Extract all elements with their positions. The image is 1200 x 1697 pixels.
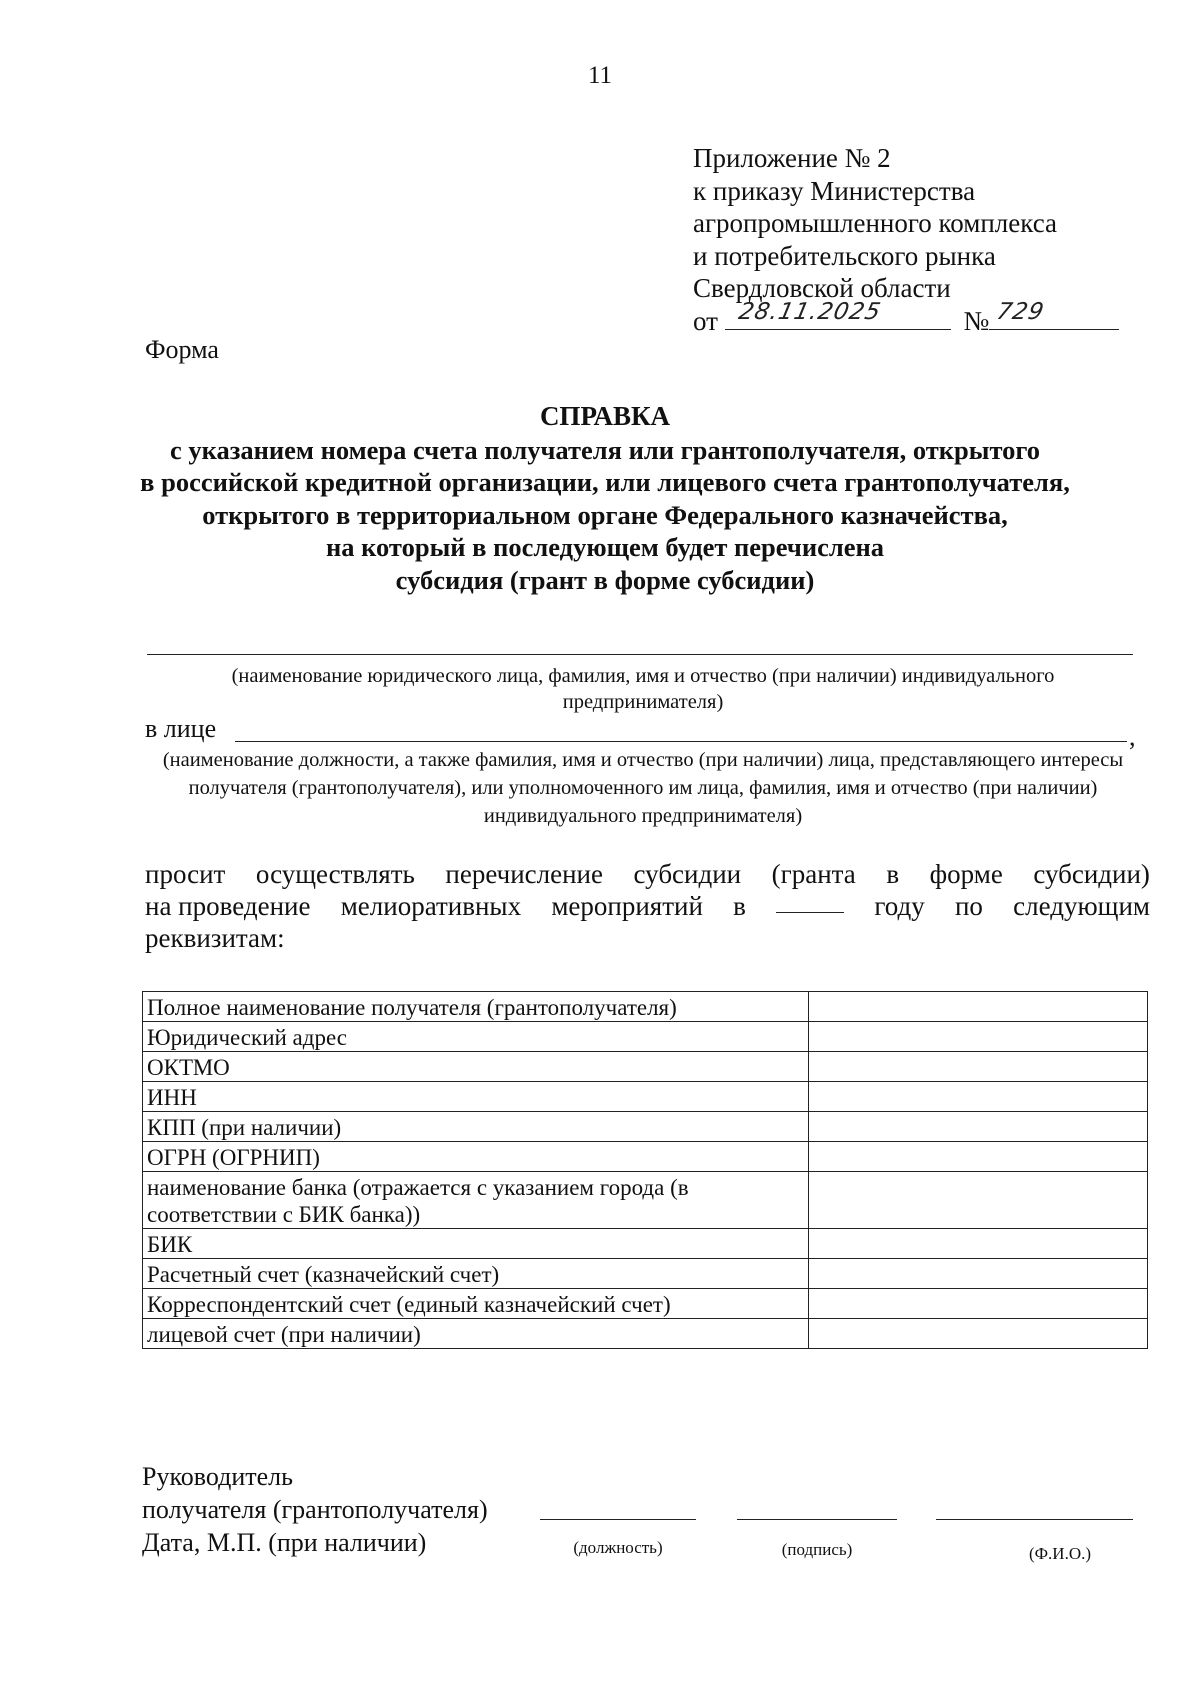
requisite-label: КПП (при наличии) bbox=[143, 1112, 809, 1142]
appendix-line: к приказу Министерства bbox=[693, 175, 976, 206]
requisite-value bbox=[809, 1142, 1148, 1172]
requisite-label: Юридический адрес bbox=[143, 1022, 809, 1052]
signature-block bbox=[142, 1460, 488, 1559]
table-row bbox=[143, 1052, 1148, 1082]
table-row bbox=[143, 1229, 1148, 1259]
table-row bbox=[143, 1082, 1148, 1112]
number-prefix: № bbox=[963, 305, 990, 336]
requisite-value bbox=[809, 1259, 1148, 1289]
order-number-handwritten: 729 bbox=[994, 299, 1047, 325]
order-date-number bbox=[693, 299, 1119, 338]
title-line: с указанием номера счета получателя или грантополучателя, открытого bbox=[169, 434, 1041, 465]
title-line: субсидия (грант в форме субсидии) bbox=[395, 564, 815, 595]
date-prefix: от bbox=[693, 305, 718, 336]
represented-by-prefix: в лице bbox=[145, 714, 217, 743]
request-line-2 bbox=[145, 890, 1150, 922]
requisite-value bbox=[809, 1229, 1148, 1259]
requisite-value bbox=[809, 1022, 1148, 1052]
request-word: на проведение bbox=[145, 891, 311, 921]
requisite-label: ОГРН (ОГРНИП) bbox=[143, 1142, 809, 1172]
request-line-1 bbox=[145, 858, 1150, 890]
requisite-value bbox=[809, 992, 1148, 1022]
appendix-line: и потребительского рынка bbox=[693, 240, 996, 271]
appendix-line: Свердловской области bbox=[693, 273, 951, 303]
signature-line-2: получателя (грантополучателя) bbox=[142, 1495, 488, 1524]
table-row bbox=[143, 1289, 1148, 1319]
requisite-value bbox=[809, 1112, 1148, 1142]
requisite-label: наименование банка (отражается с указанием города (в соответствии с БИК банка)) bbox=[143, 1172, 809, 1229]
table-row bbox=[143, 1022, 1148, 1052]
table-row bbox=[143, 1142, 1148, 1172]
requisite-value bbox=[809, 1052, 1148, 1082]
appendix-line: агропромышленного комплекса bbox=[693, 208, 1057, 238]
order-date-field bbox=[725, 299, 951, 330]
request-word: в bbox=[886, 859, 900, 889]
request-word: (гранта bbox=[771, 859, 856, 889]
signature-field bbox=[737, 1519, 897, 1520]
requisite-value bbox=[809, 1172, 1148, 1229]
page-number: 11 bbox=[587, 62, 613, 89]
request-word: мероприятий bbox=[551, 891, 703, 921]
requisite-label: ОКТМО bbox=[143, 1052, 809, 1082]
request-word: осуществлять bbox=[255, 859, 415, 889]
represented-by-comma: , bbox=[1129, 722, 1136, 751]
request-word: перечисление bbox=[445, 859, 603, 889]
request-word: субсидии bbox=[633, 859, 742, 889]
request-line-3: реквизитам: bbox=[145, 923, 285, 953]
table-row bbox=[143, 1319, 1148, 1349]
signature-line-1: Руководитель bbox=[142, 1462, 293, 1491]
requisite-label: Корреспондентский счет (единый казначейский счет) bbox=[143, 1289, 809, 1319]
title-line: открытого в территориальном органе Федерального казначейства, bbox=[202, 499, 1008, 530]
requisite-value bbox=[809, 1082, 1148, 1112]
signature-caption: (подпись) bbox=[781, 1540, 853, 1559]
signature-line-3: Дата, М.П. (при наличии) bbox=[142, 1528, 427, 1557]
position-caption: (должность) bbox=[573, 1538, 663, 1557]
table-row bbox=[143, 992, 1148, 1022]
position-field bbox=[540, 1519, 696, 1520]
year-field bbox=[776, 890, 844, 913]
appendix-line: Приложение № 2 bbox=[693, 143, 891, 173]
table-row bbox=[143, 1112, 1148, 1142]
request-word: следующим bbox=[1013, 891, 1150, 921]
full-name-field bbox=[936, 1519, 1133, 1520]
requisites-table bbox=[142, 991, 1148, 1349]
requisite-label: БИК bbox=[143, 1229, 809, 1259]
request-word: году bbox=[874, 891, 925, 921]
requisite-label: Расчетный счет (казначейский счет) bbox=[143, 1259, 809, 1289]
request-word: в bbox=[733, 891, 746, 921]
requisite-label: лицевой счет (при наличии) bbox=[143, 1319, 809, 1349]
title-line: в российской кредитной организации, или лицевого счета грантополучателя, bbox=[140, 467, 1070, 497]
order-date-handwritten: 28.11.2025 bbox=[735, 299, 884, 325]
representative-field bbox=[235, 741, 1127, 742]
entity-name-field bbox=[147, 654, 1133, 655]
request-paragraph bbox=[145, 858, 1150, 954]
order-number-field bbox=[989, 299, 1119, 330]
requisite-value bbox=[809, 1319, 1148, 1349]
requisite-label: Полное наименование получателя (грантополучателя) bbox=[143, 992, 809, 1022]
title-line: на который в последующем будет перечислена bbox=[325, 532, 885, 562]
requisite-value bbox=[809, 1289, 1148, 1319]
form-label: Форма bbox=[145, 335, 219, 364]
request-word: мелиоративных bbox=[340, 891, 522, 921]
entity-name-caption: (наименование юридического лица, фамилия, имя и отчество (при наличии) индивидуального предпринимателя) bbox=[231, 665, 1055, 713]
requisite-label: ИНН bbox=[143, 1082, 809, 1112]
request-word: форме bbox=[929, 859, 1003, 889]
representative-caption: (наименование должности, а также фамилия, имя и отчество (при наличии) лица, представляющего интересы получателя (грантополучателя), или уполномоченного им лица, фамилия, имя и отчество (при наличии) индивидуального предпринимателя) bbox=[162, 749, 1124, 827]
table-row bbox=[143, 1172, 1148, 1229]
document-title bbox=[120, 400, 1090, 596]
request-word: по bbox=[954, 891, 983, 921]
full-name-caption: (Ф.И.О.) bbox=[1028, 1544, 1092, 1563]
appendix-header bbox=[693, 142, 1119, 337]
table-row bbox=[143, 1259, 1148, 1289]
request-word: просит bbox=[145, 859, 226, 889]
title-main: СПРАВКА bbox=[539, 401, 671, 431]
request-word: субсидии) bbox=[1033, 859, 1150, 889]
